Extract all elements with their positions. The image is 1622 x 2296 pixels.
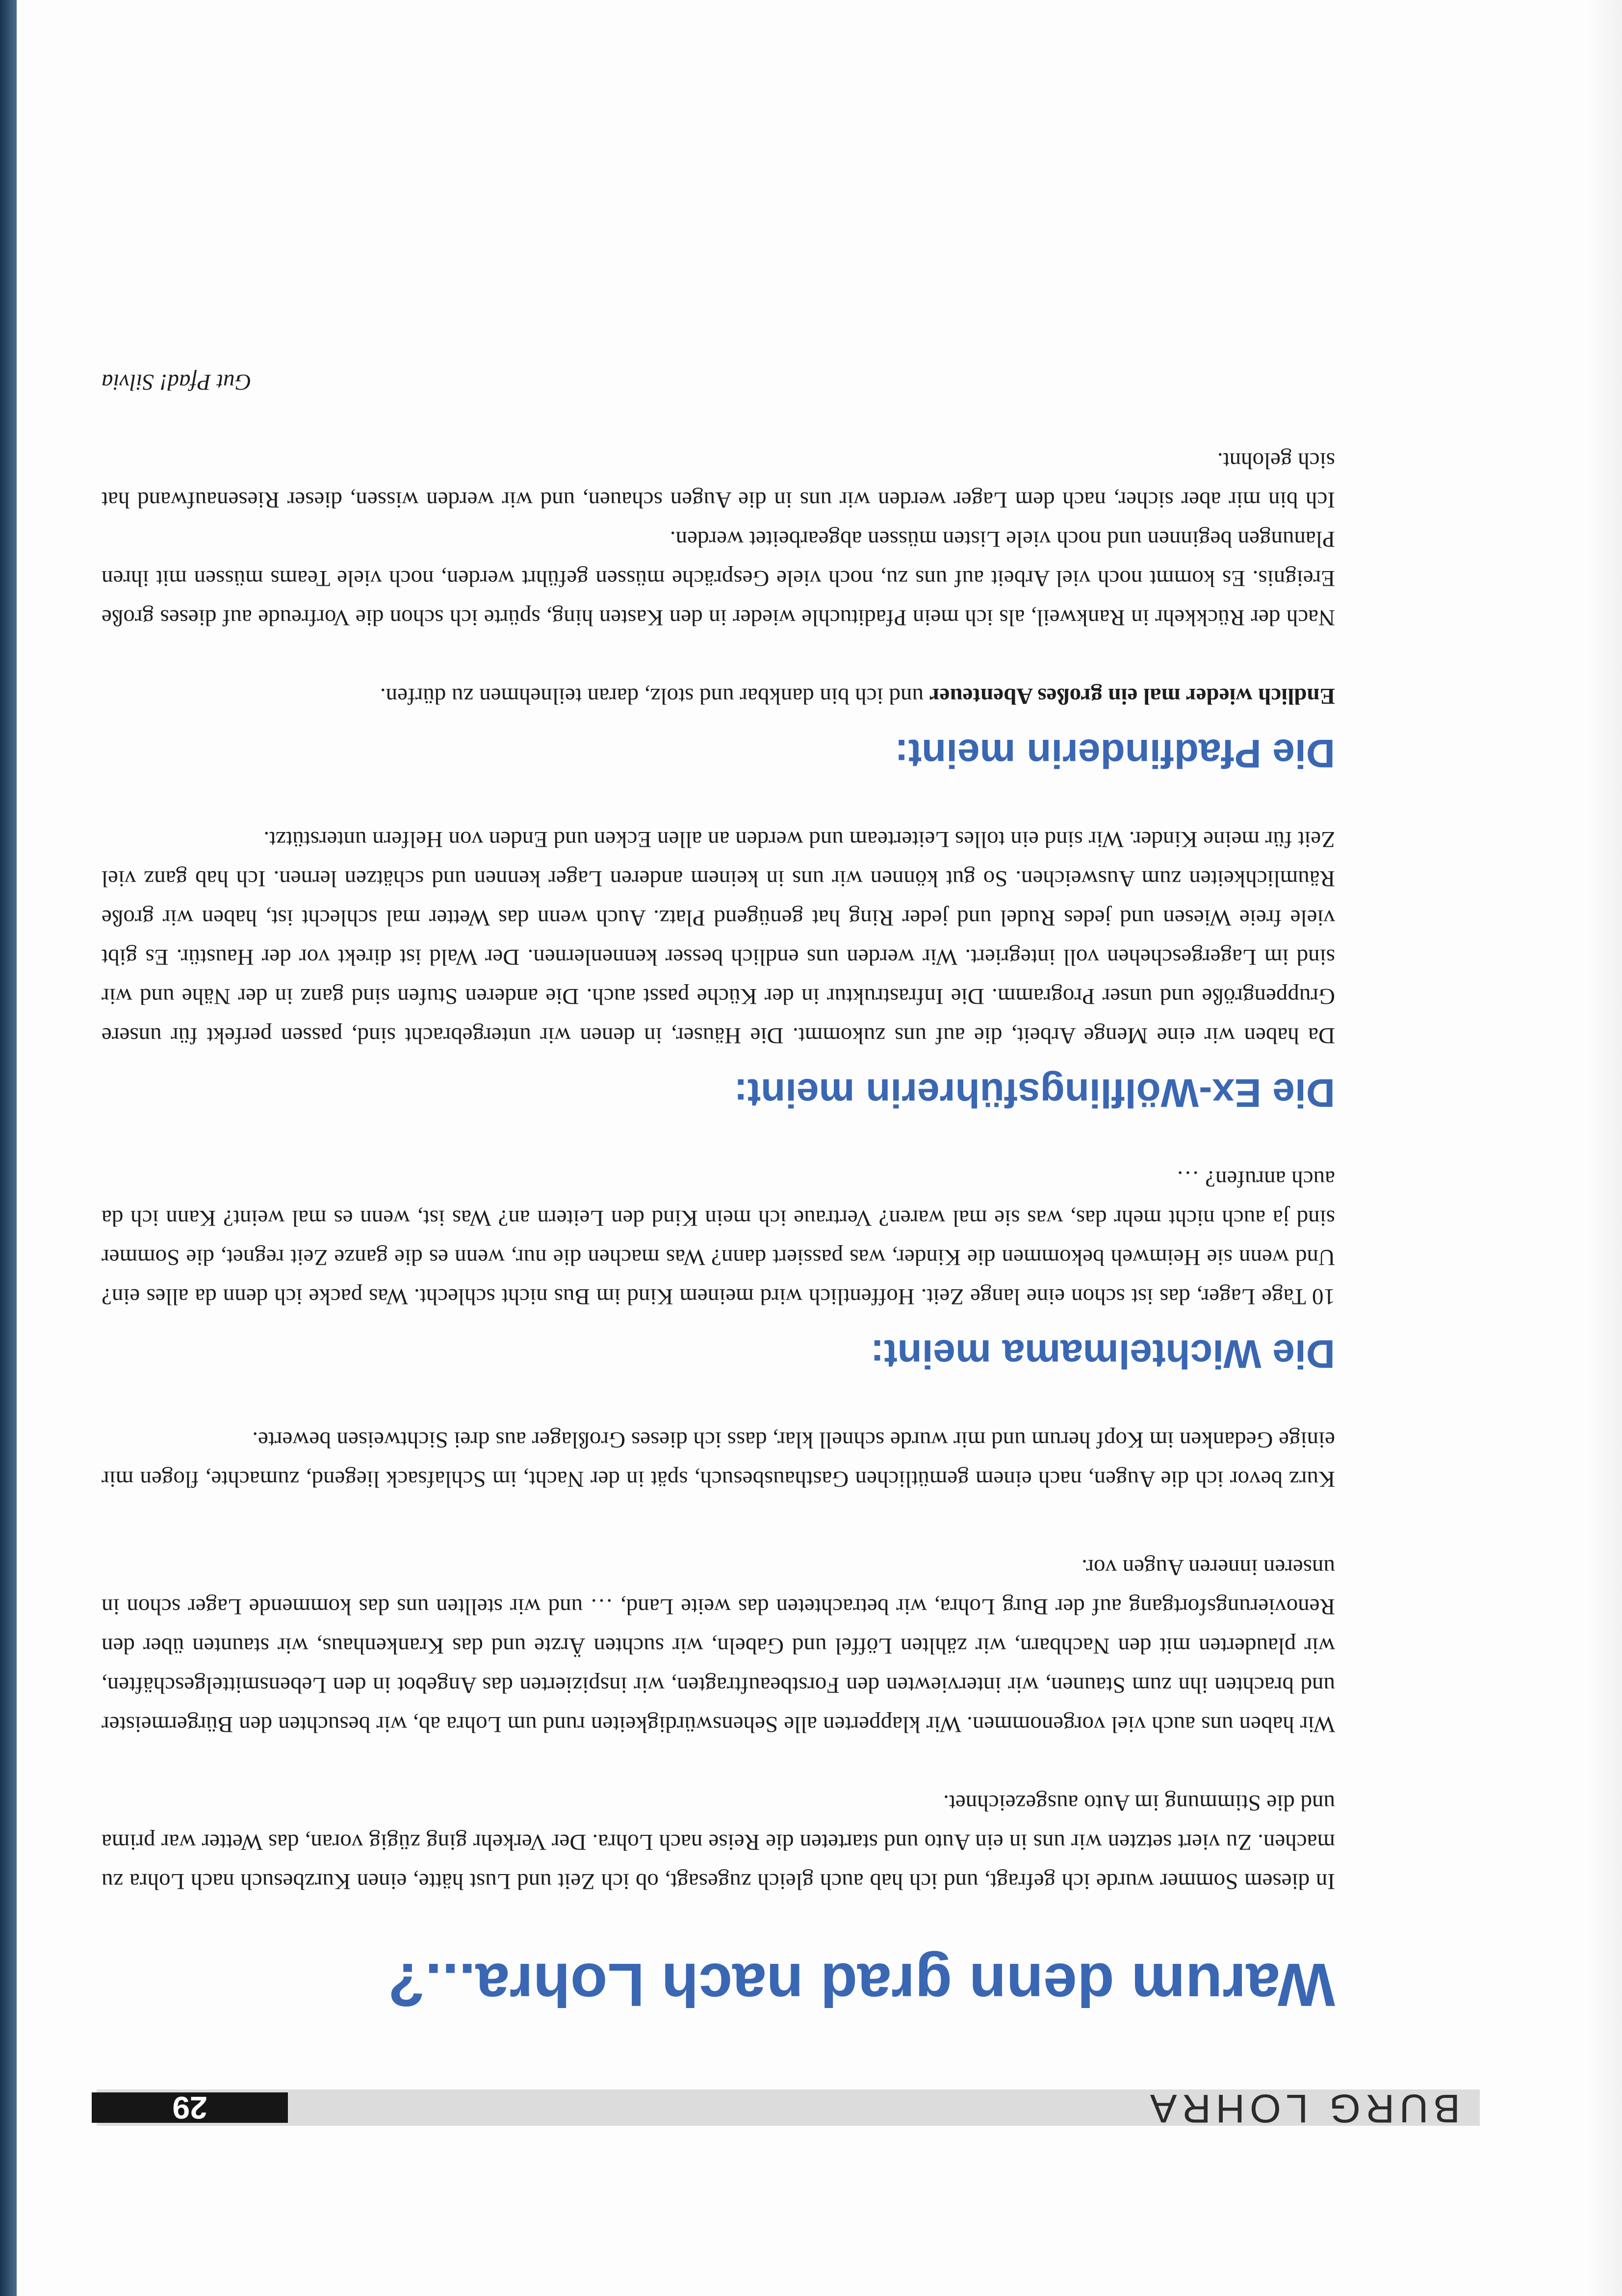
heading-pfadfinderin: Die Pfadfinderin meint: — [895, 731, 1335, 776]
wichtelmama-text: 10 Tage Lager, das ist schon eine lange Zeit. Hoffentlich wird meinem Kind im Bus nicht schlecht. Was packe ich denn da alles ein? Und wenn sie Heimweh bekommen die Kinder, was passiert dann? Was machen die nur, wenn es die ganze Zeit regnet, die Sommer sind ja auch nicht mehr das, was sie mal waren? Vertraue ich mein Kind den Leitern an? Was ist, wenn es mal weint? Kann ich da auch anrufen? … — [102, 1166, 1335, 1309]
pfadfinderin-paragraph-2: Ich bin mir aber sicher, nach dem Lager werden wir uns in die Augen schauen, und wir werden wissen, dieser Riesenaufwand hat sich gelohnt. — [102, 448, 1335, 513]
page-header — [0, 2085, 1622, 2132]
pfadfinderin-lead-paragraph — [102, 677, 1335, 716]
intro-paragraph: In diesem Sommer wurde ich gefragt, und ich hab auch gleich zugesagt, ob ich Zeit und Lust hätte, einen Kurzbesuch nach Lohra zu machen. Zu viert setzten wir uns in ein Auto und starteten die Reise nach Lohra. Der Verkehr ging zügig voran, das Wetter war prima und die Stimmung im Auto ausgezeichnet. — [102, 1790, 1335, 1894]
article-title: Warum denn grad nach Lohra...? — [387, 1951, 1335, 2018]
article — [102, 363, 1335, 2019]
ex-woelflingsfuehrerin-text: Da haben wir eine Menge Arbeit, die auf uns zukommt. Die Häuser, in denen wir untergebracht sind, passen perfekt für unsere Gruppengröße und unser Programm. Die Infrastruktur in der Küche passt auch. Die anderen Stufen sind ganz in der Nähe und wir sind im Lagergeschehen voll integriert. Wir werden uns endlich besser kennenlernen. Der Wald ist direkt vor der Haustür. Es gibt viele freie Wiesen und jedes Rudel und jeder Ring hat genügend Platz. Auch wenn das Wetter mal schlecht ist, haben wir große Räumlichkeiten zum Ausweichen. So gut können wir uns in keinem anderen Lager kennen und schätzen lernen. Ich hab ganz viel Zeit für meine Kinder. Wir sind ein tolles Leiterteam und werden an allen Ecken und Enden von Helfern unterstützt. — [102, 827, 1335, 1048]
binding-edge — [0, 0, 17, 2296]
heading-ex-woelflingsfuehrerin: Die Ex-Wölflingsführerin meint: — [734, 1070, 1335, 1115]
signoff: Gut Pfad! Silvia — [102, 369, 252, 395]
scan-shadow — [1588, 0, 1622, 2296]
pfadfinderin-lead: Endlich wieder mal ein großes Abenteuer — [929, 683, 1335, 709]
section-title: BURG LOHRA — [1145, 2086, 1460, 2131]
visit-paragraph: Wir haben uns auch viel vorgenommen. Wir klapperten alle Sehenswürdigkeiten rund um Lohra ab, wir besuchten den Bürgermeister und brachten ihn zum Staunen, wir interviewten den Forstbeauftragten, wir inspizierten das Angebot in den Lebensmittelgeschäften, wir plauderten mit den Nachbarn, wir zählten Löffel und Gabeln, wir suchten Ärzte und das Krankenhaus, wir staunten über den Renovierungsfortgang auf der Burg Lohra, wir betrachteten das weite Land, … und wir stellten uns das kommende Lager schon in unseren inneren Augen vor. — [102, 1555, 1335, 1737]
heading-wichtelmama: Die Wichtelmama meint: — [870, 1331, 1335, 1376]
reflection-paragraph: Kurz bevor ich die Augen, nach einem gemütlichen Gasthausbesuch, spät in der Nacht, im Schlafsack liegend, zumachte, flogen mir einige Gedanken im Kopf herum und mir wurde schnell klar, dass ich dieses Großlager aus drei Sichtweisen bewerte. — [102, 1427, 1335, 1492]
pfadfinderin-lead-rest: und ich bin dankbar und stolz, daran teilnehmen zu dürfen. — [380, 683, 929, 709]
pfadfinderin-paragraph-1: Nach der Rückkehr in Rankweil, als ich mein Pfadituchle wieder in den Kasten hing, spürte ich schon die Vorfreude auf dieses große Ereignis. Es kommt noch viel Arbeit auf uns zu, noch viele Gespräche müssen geführt werden, noch viele Teams müssen mit ihren Planungen beginnen und noch viele Listen müssen abgearbeitet werden. — [102, 526, 1335, 630]
page-number: 29 — [172, 2090, 207, 2125]
